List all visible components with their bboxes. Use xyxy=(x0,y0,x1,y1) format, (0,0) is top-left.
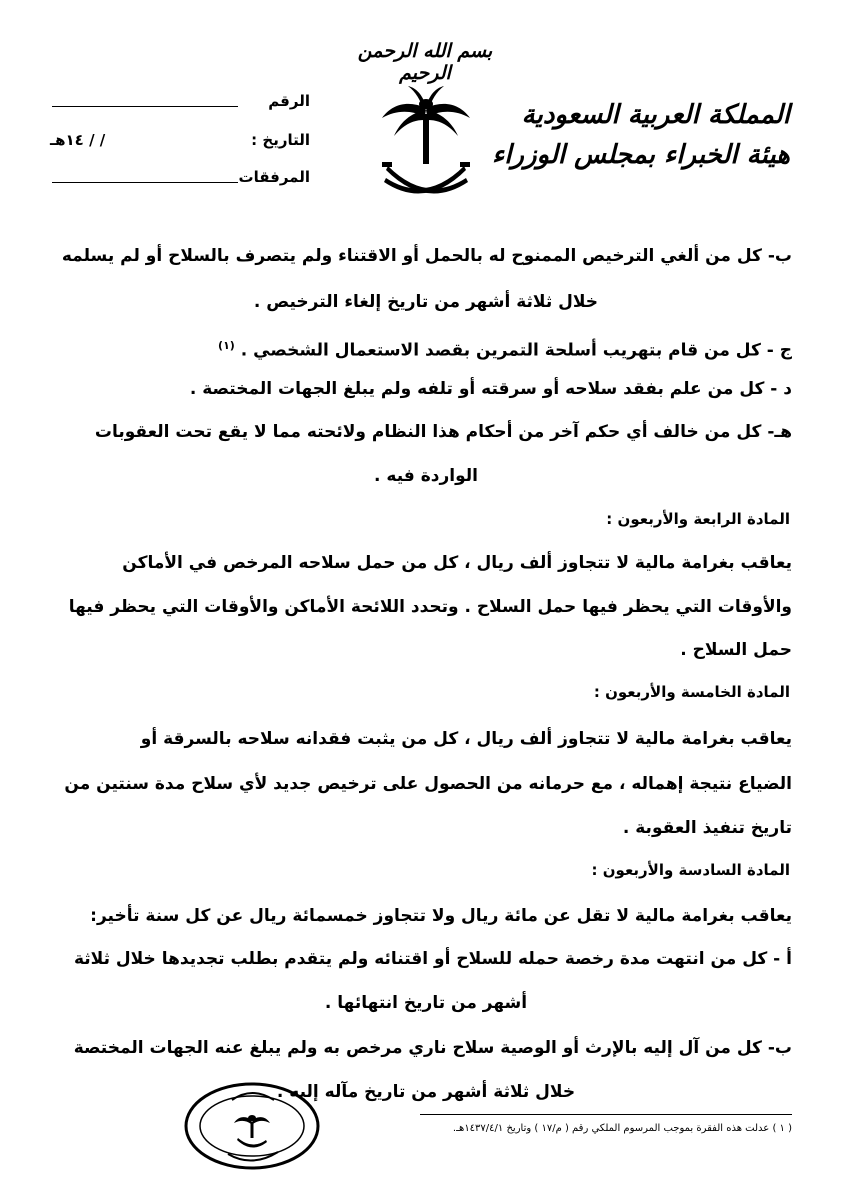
official-stamp-icon xyxy=(182,1080,322,1172)
clause-h-line1: هـ- كل من خالف أي حكم آخر من أحكام هذا النظام ولائحته مما لا يقع تحت العقوبات xyxy=(94,422,792,442)
article-46-b-line1: ب- كل من آل إليه بالإرث أو الوصية سلاح ناري مرخص به ولم يبلغ عنه الجهات المختصة xyxy=(73,1038,792,1058)
article-44-line2: والأوقات التي يحظر فيها حمل السلاح . وتحدد اللائحة الأماكن والأوقات التي يحظر فيها xyxy=(68,597,792,617)
clause-j xyxy=(60,333,792,364)
footnote-divider xyxy=(420,1114,792,1115)
article-44-line1: يعاقب بغرامة مالية لا تتجاوز ألف ريال ، كل من حمل سلاحه المرخص في الأماكن xyxy=(122,553,792,573)
ministry-title: المملكة العربية السعودية xyxy=(521,100,790,130)
article-46-a-line1: أ - كل من انتهت مدة رخصة حمله للسلاح أو اقتنائه ولم يتقدم بطلب تجديدها خلال ثلاثة xyxy=(73,949,792,969)
ministry-subtitle: هيئة الخبراء بمجلس الوزراء xyxy=(491,140,790,170)
article-46-heading: المادة السادسة والأربعون : xyxy=(591,861,790,879)
reference-line xyxy=(52,106,238,107)
article-44-heading: المادة الرابعة والأربعون : xyxy=(606,510,790,528)
clause-h-line2: الواردة فيه . xyxy=(374,466,478,486)
reference-number-field xyxy=(40,92,310,116)
palm-swords-emblem-icon xyxy=(378,82,474,208)
clause-b-line2: خلال ثلاثة أشهر من تاريخ إلغاء الترخيص . xyxy=(253,292,599,312)
date-label: التاريخ : xyxy=(251,131,310,149)
clause-b-line1: ب- كل من ألغي الترخيص الممنوح له بالحمل أو الاقتناء ولم يتصرف بالسلاح أو لم يسلمه xyxy=(61,246,792,266)
attachments-label: المرفقات xyxy=(238,168,310,186)
date-value: ١٤هـ / / xyxy=(50,131,106,149)
article-46-intro: يعاقب بغرامة مالية لا تقل عن مائة ريال ولا تتجاوز خمسمائة ريال عن كل سنة تأخير: xyxy=(90,906,792,926)
footnote: ( ١ ) عدلت هذه الفقرة بموجب المرسوم الملكي رقم ( م/١٧ ) وتاريخ ١٤٣٧/٤/١هـ. xyxy=(452,1123,792,1134)
article-45-line2: الضياع نتيجة إهماله ، مع حرمانه من الحصول على ترخيص جديد لأي سلاح مدة سنتين من xyxy=(64,774,792,794)
attachments-field xyxy=(40,168,310,192)
article-45-heading: المادة الخامسة والأربعون : xyxy=(593,683,790,701)
article-46-b-line2: خلال ثلاثة أشهر من تاريخ مآله إليه . xyxy=(276,1082,576,1102)
article-45-line3: تاريخ تنفيذ العقوبة . xyxy=(622,818,792,838)
clause-j-text: ج - كل من قام بتهريب أسلحة التمرين بقصد الاستعمال الشخصي . xyxy=(240,340,792,361)
attachments-line xyxy=(52,182,238,183)
article-45-line1: يعاقب بغرامة مالية لا تتجاوز ألف ريال ، كل من يثبت فقدانه سلاحه بالسرقة أو xyxy=(140,729,792,749)
reference-label: الرقم xyxy=(268,92,310,110)
article-44-line3: حمل السلاح . xyxy=(680,640,792,660)
clause-j-footnote-ref: (١) xyxy=(218,339,235,352)
basmala: بسم الله الرحمن الرحيم xyxy=(357,40,493,84)
date-field xyxy=(40,131,310,155)
clause-d: د - كل من علم بفقد سلاحه أو سرقته أو تلفه ولم يبلغ الجهات المختصة . xyxy=(189,379,792,399)
article-46-a-line2: أشهر من تاريخ انتهائها . xyxy=(324,993,528,1013)
